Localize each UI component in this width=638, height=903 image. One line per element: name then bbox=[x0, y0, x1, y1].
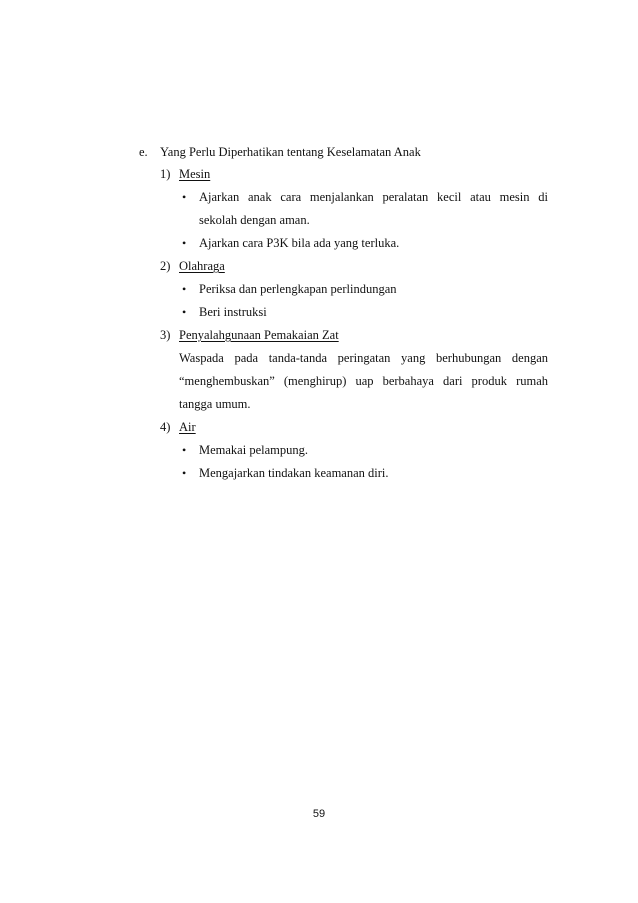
list-item-text: Mengajarkan tindakan keamanan diri. bbox=[199, 466, 389, 480]
list-item-text: Beri instruksi bbox=[199, 305, 267, 319]
paragraph-line: tangga umum. bbox=[179, 397, 251, 411]
item-heading-olahraga: Olahraga bbox=[179, 259, 225, 273]
section-title: Yang Perlu Diperhatikan tentang Keselamatan Anak bbox=[160, 145, 421, 159]
bullet-icon: • bbox=[182, 443, 187, 457]
page-number: 59 bbox=[312, 808, 326, 820]
item-heading-penyalahgunaan: Penyalahgunaan Pemakaian Zat bbox=[179, 328, 339, 342]
item-number-3: 3) bbox=[160, 328, 171, 342]
paragraph-line: Waspada pada tanda-tanda peringatan yang berhubungan dengan bbox=[179, 351, 548, 365]
bullet-icon: • bbox=[182, 466, 187, 480]
item-number-4: 4) bbox=[160, 420, 171, 434]
list-item-text: Ajarkan anak cara menjalankan peralatan kecil atau mesin di bbox=[199, 190, 548, 204]
list-item-text: Periksa dan perlengkapan perlindungan bbox=[199, 282, 397, 296]
bullet-icon: • bbox=[182, 236, 187, 250]
bullet-icon: • bbox=[182, 190, 187, 204]
item-number-2: 2) bbox=[160, 259, 171, 273]
item-heading-mesin: Mesin bbox=[179, 167, 211, 181]
bullet-icon: • bbox=[182, 305, 187, 319]
section-marker: e. bbox=[139, 145, 148, 159]
list-item-text-continued: sekolah dengan aman. bbox=[199, 213, 310, 227]
paragraph-line: “menghembuskan” (menghirup) uap berbahaya dari produk rumah bbox=[179, 374, 548, 388]
bullet-icon: • bbox=[182, 282, 187, 296]
item-number-1: 1) bbox=[160, 167, 171, 181]
item-heading-air: Air bbox=[179, 420, 196, 434]
list-item-text: Ajarkan cara P3K bila ada yang terluka. bbox=[199, 236, 400, 250]
list-item-text: Memakai pelampung. bbox=[199, 443, 308, 457]
